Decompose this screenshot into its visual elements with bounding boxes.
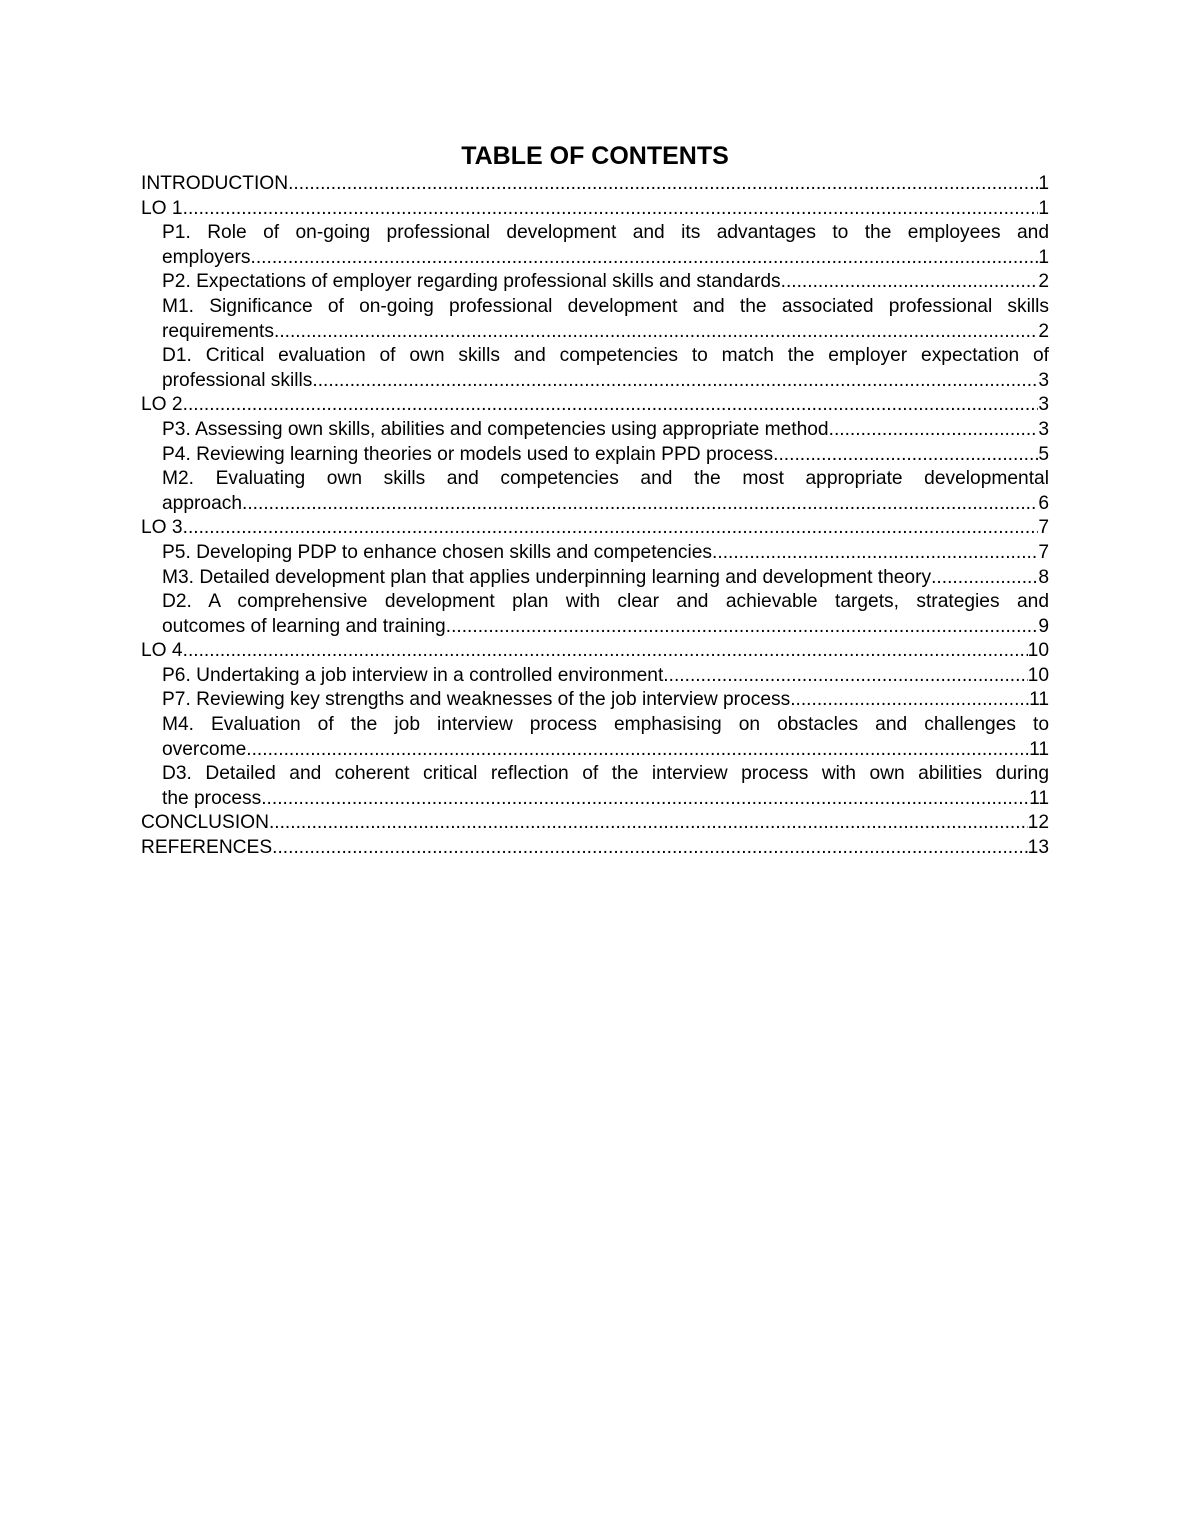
toc-entry[interactable] xyxy=(162,443,1049,468)
dot-leader xyxy=(183,516,1039,541)
toc-entry-text: LO 4 xyxy=(141,640,183,662)
toc-entry-text-line: D3. Detailed and coherent critical reflection of the interview process with own abilities during xyxy=(162,763,1049,785)
toc-entry-text: P6. Undertaking a job interview in a controlled environment xyxy=(162,664,664,686)
toc-entry[interactable] xyxy=(141,197,1049,222)
toc-page-number: 2 xyxy=(1038,320,1049,342)
toc-page-number: 3 xyxy=(1038,369,1049,391)
toc-page-number: 11 xyxy=(1029,787,1049,809)
toc-entry[interactable] xyxy=(162,295,1049,344)
toc-entry[interactable] xyxy=(162,762,1049,811)
toc-title: TABLE OF CONTENTS xyxy=(461,142,729,170)
toc-entry[interactable] xyxy=(162,541,1049,566)
toc-entry-text-line: D2. A comprehensive development plan with clear and achievable targets, strategies and xyxy=(162,591,1049,613)
dot-leader xyxy=(261,787,1029,812)
toc-entry-text: M3. Detailed development plan that applies underpinning learning and development theory xyxy=(162,566,932,588)
toc-entry-text-line: M4. Evaluation of the job interview process emphasising on obstacles and challenges to xyxy=(162,714,1049,736)
toc-entry[interactable] xyxy=(162,664,1049,689)
dot-leader xyxy=(246,738,1029,763)
toc-entry-text-line: D1. Critical evaluation of own skills and competencies to match the employer expectation of xyxy=(162,345,1049,367)
toc-entry-text: P4. Reviewing learning theories or models used to explain PPD process xyxy=(162,443,774,465)
toc-entry[interactable] xyxy=(162,221,1049,270)
toc-entry-text-line: M1. Significance of on-going professional development and the associated professional skills xyxy=(162,295,1049,317)
dot-leader xyxy=(312,369,1038,394)
toc-entry-text: P5. Developing PDP to enhance chosen skills and competencies xyxy=(162,541,713,563)
toc-entry-text: INTRODUCTION xyxy=(141,173,289,194)
dot-leader xyxy=(790,688,1029,713)
dot-leader xyxy=(712,541,1038,566)
toc-page-number: 8 xyxy=(1038,566,1049,588)
dot-leader xyxy=(446,615,1039,640)
table-of-contents xyxy=(141,172,1049,861)
toc-entry-text: the process xyxy=(162,787,262,809)
dot-leader xyxy=(773,443,1038,468)
toc-entry-text: P2. Expectations of employer regarding professional skills and standards xyxy=(162,271,781,293)
toc-entry[interactable] xyxy=(162,713,1049,762)
toc-entry-text: LO 1 xyxy=(141,197,183,219)
toc-entry[interactable] xyxy=(141,811,1049,836)
toc-page-number: 10 xyxy=(1027,640,1049,662)
dot-leader xyxy=(251,246,1039,271)
dot-leader xyxy=(288,172,1038,197)
toc-entry-text: REFERENCES xyxy=(141,837,273,859)
toc-page-number: 1 xyxy=(1038,173,1049,194)
toc-page-number: 13 xyxy=(1027,837,1049,859)
dot-leader xyxy=(931,566,1038,591)
toc-page-number: 7 xyxy=(1038,541,1049,563)
toc-entry[interactable] xyxy=(141,172,1049,197)
toc-entry-text: employers xyxy=(162,246,251,268)
toc-entry-text: overcome xyxy=(162,738,247,760)
toc-entry[interactable] xyxy=(162,688,1049,713)
toc-entry-text-line: M2. Evaluating own skills and competencies and the most appropriate developmental xyxy=(162,468,1049,490)
dot-leader xyxy=(269,811,1028,836)
dot-leader xyxy=(781,270,1039,295)
toc-page-number: 9 xyxy=(1038,615,1049,637)
toc-entry-text: outcomes of learning and training xyxy=(162,615,446,637)
toc-entry-text: P3. Assessing own skills, abilities and competencies using appropriate method xyxy=(162,418,829,440)
dot-leader xyxy=(183,197,1039,222)
toc-page-number: 3 xyxy=(1038,394,1049,416)
dot-leader xyxy=(274,320,1038,345)
dot-leader xyxy=(183,639,1028,664)
toc-entry-text: approach xyxy=(162,492,243,514)
toc-page-number: 11 xyxy=(1029,738,1049,760)
toc-page-number: 7 xyxy=(1038,517,1049,539)
dot-leader xyxy=(272,836,1028,861)
toc-entry[interactable] xyxy=(162,344,1049,393)
toc-entry-text: LO 2 xyxy=(141,394,183,416)
toc-page-number: 3 xyxy=(1038,418,1049,440)
toc-entry[interactable] xyxy=(162,467,1049,516)
toc-entry[interactable] xyxy=(141,639,1049,664)
dot-leader xyxy=(663,664,1027,689)
toc-page-number: 1 xyxy=(1038,197,1049,219)
toc-page-number: 5 xyxy=(1038,443,1049,465)
toc-entry[interactable] xyxy=(162,418,1049,443)
toc-entry-text: LO 3 xyxy=(141,517,183,539)
toc-entry-text: professional skills xyxy=(162,369,313,391)
toc-entry-text: P7. Reviewing key strengths and weaknesses of the job interview process xyxy=(162,689,791,711)
toc-page-number: 10 xyxy=(1027,664,1049,686)
toc-entry[interactable] xyxy=(141,516,1049,541)
toc-page-number: 1 xyxy=(1038,246,1049,268)
toc-page-number: 12 xyxy=(1027,812,1049,834)
dot-leader xyxy=(183,393,1039,418)
toc-entry-text: CONCLUSION xyxy=(141,812,269,834)
toc-page-number: 11 xyxy=(1029,689,1049,711)
toc-entry[interactable] xyxy=(141,836,1049,861)
toc-entry[interactable] xyxy=(162,270,1049,295)
toc-entry-text-line: P1. Role of on-going professional development and its advantages to the employees and xyxy=(162,222,1049,244)
toc-entry[interactable] xyxy=(162,590,1049,639)
dot-leader xyxy=(829,418,1039,443)
toc-entry[interactable] xyxy=(141,393,1049,418)
toc-entry-text: requirements xyxy=(162,320,274,342)
toc-page-number: 6 xyxy=(1038,492,1049,514)
dot-leader xyxy=(242,492,1038,517)
toc-page-number: 2 xyxy=(1038,271,1049,293)
toc-entry[interactable] xyxy=(162,566,1049,591)
